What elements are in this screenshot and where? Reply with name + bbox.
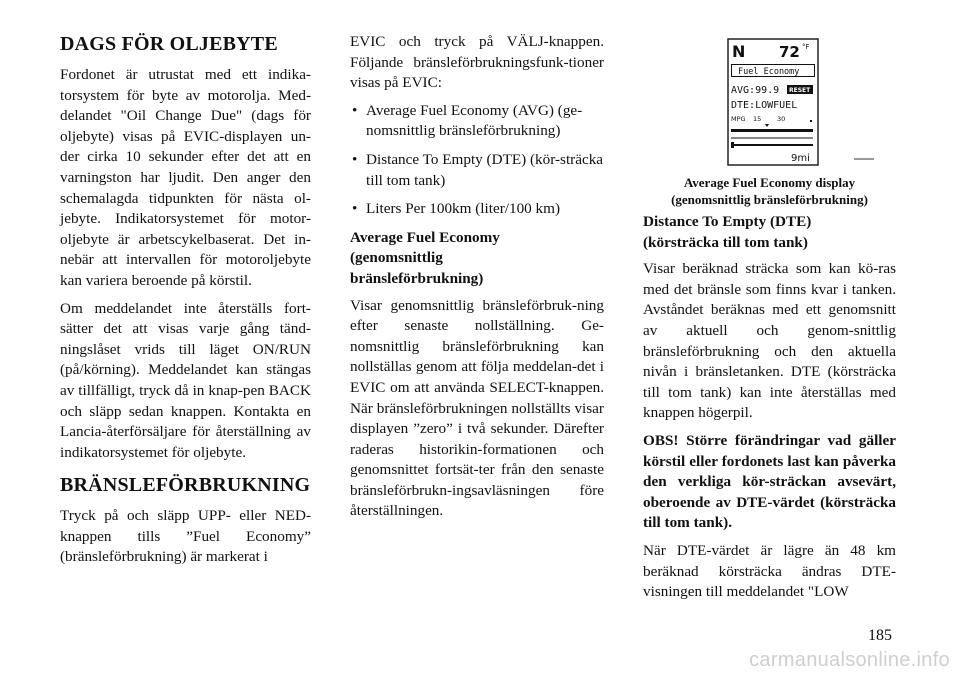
- list-item: • Average Fuel Economy (AVG) (ge-nomsnittlig bränsleförbrukning): [350, 101, 604, 142]
- paragraph-average-fuel: Visar genomsnittlig bränsleförbruk-ning efter senaste nollställning. Ge-nomsnittlig bränsleförbrukning kan nollställas genom att följa meddelan-det i EVIC om att använda SELECT-knappen. När bränsleförbrukningen nollställts visar displayen ”zero” i två sekunder. Därefter raderas historikin-formationen och genomsnittet fortsät-ter från den senaste bränsleförbrukn-ingsavläsningen före återställningen.: [350, 296, 604, 520]
- mpg-scale-15: 15: [753, 115, 762, 123]
- subheading-line: Distance To Empty (DTE): [643, 213, 812, 230]
- caption-line: Average Fuel Economy display: [683, 175, 856, 190]
- miles-readout: 9mi: [791, 153, 810, 164]
- heading-fuel-consumption: BRÄNSLEFÖRBRUKNING: [60, 474, 311, 497]
- subheading-line: (körsträcka till tom tank): [643, 233, 808, 251]
- paragraph-fuel-intro: Tryck på och släpp UPP- eller NED-knappen tills ”Fuel Economy” (bränsleförbrukning) är markerat i: [60, 507, 311, 566]
- subheading-line: (genomsnittlig: [350, 249, 443, 267]
- avg-readout: AVG:99.9: [731, 85, 780, 96]
- page-number: 185: [868, 627, 892, 644]
- caption-line: (genomsnittlig bränsleförbrukning): [671, 192, 868, 207]
- dte-readout: DTE:LOWFUEL: [731, 100, 798, 111]
- column-right: [643, 212, 896, 610]
- paragraph-oil-indicator: Fordonet är utrustat med ett indika-torsystem för byte av motorolja. Med-delandet "Oil Change Due" (dags för oljebyte) visas på EVIC-displayen un-der cirka 10 sekunder efter det att en varningston har ljudit. Den anger den schemalagda tidpunkten för nästa ol-jebyte. Indikatorsystemet för motor-oljebyte är arbetscykelbaserat. Det in-nebär att intervallen för motoroljebyte kan variera beroende på körstil.: [60, 66, 311, 289]
- evic-display-illustration: [727, 38, 882, 166]
- fuel-function-list: [350, 101, 604, 220]
- heading-oil-change: DAGS FÖR OLJEBYTE: [60, 33, 278, 55]
- range-bar: [731, 144, 813, 146]
- scale-dot: [810, 120, 812, 122]
- column-middle: [350, 32, 604, 529]
- subheading-line: bränsleförbrukning): [350, 269, 484, 287]
- reset-label: RESET: [789, 87, 811, 94]
- paragraph-evic-functions: EVIC och tryck på VÄLJ-knappen. Följande bränsleförbrukningsfunk-tioner visas på EVIC:: [350, 33, 604, 92]
- temperature-value: 72: [779, 43, 800, 61]
- column-left: [60, 32, 311, 575]
- list-item: • Liters Per 100km (liter/100 km): [350, 199, 604, 220]
- evic-display-figure: [727, 38, 882, 166]
- figure-caption: [643, 174, 896, 208]
- fuel-economy-title: Fuel Economy: [738, 67, 800, 77]
- paragraph-dte-description: Visar beräknad sträcka som kan kö-ras med det bränsle som finns kvar i tanken. Avståndet beräknas med ett genomsnitt av aktuell och genom-snittlig bränsleförbrukning och den aktuella nivån i bränsletanken. DTE (körsträcka till tom tank) kan inte återställas med knappen högerpil.: [643, 260, 896, 422]
- compass-label: N: [732, 42, 746, 61]
- mpg-scale-30: 30: [777, 115, 786, 123]
- list-item: • Distance To Empty (DTE) (kör-sträcka till tom tank): [350, 150, 604, 191]
- paragraph-dte-low: När DTE-värdet är lägre än 48 km beräknad körsträcka ändras DTE-visningen till meddelandet "LOW: [643, 541, 896, 601]
- figure-id-mark: [854, 158, 874, 160]
- mpg-label: MPG: [731, 115, 746, 123]
- paragraph-oil-reset: Om meddelandet inte återställs fort-sätter det att visas varje gång tänd-ningslåset vrids till läget ON/RUN (på/körning). Meddelandet kan stängas av tillfälligt, tryck då in knap-pen BACK och släpp sedan knappen. Kontakta en Lancia-återförsäljare för återställning av indikatorsystemet för oljebyte.: [60, 299, 311, 461]
- subheading-distance-to-empty: [643, 212, 896, 253]
- watermark: carmanualsonline.info: [749, 649, 950, 671]
- note-warning: OBS! Större förändringar vad gäller körstil eller fordonets last kan påverka den verkliga kör-sträckan avsevärt, oberoende av DTE-värdet (körsträcka till tom tank).: [643, 431, 896, 532]
- mpg-bar-track: [731, 129, 813, 132]
- temperature-unit: °F: [802, 43, 810, 51]
- subheading-average-fuel-economy: [350, 228, 604, 290]
- subheading-line: Average Fuel Economy: [350, 228, 500, 246]
